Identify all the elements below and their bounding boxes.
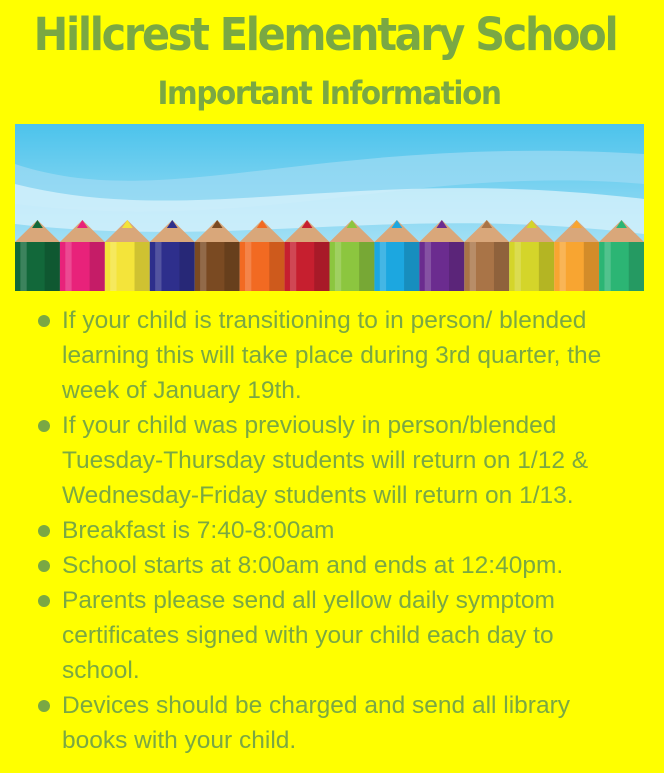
list-item-text: School starts at 8:00am and ends at 12:40pm.	[62, 552, 564, 579]
page-title: Hillcrest Elementary School	[33, 8, 617, 61]
bullet-icon	[38, 560, 50, 572]
bullet-icon	[38, 525, 50, 537]
list-item-text: Breakfast is 7:40-8:00am	[62, 517, 335, 544]
list-item-text: Devices should be charged and send all library books with your child.	[62, 692, 570, 754]
list-item-text: Parents please send all yellow daily symptom certificates signed with your child each day to school.	[62, 587, 555, 684]
bullet-icon	[38, 420, 50, 432]
list-item-text: If your child is transitioning to in person/ blended learning this will take place during 3rd quarter, the week of January 19th.	[62, 307, 602, 404]
colored-pencils-banner	[15, 124, 644, 291]
page-subtitle: Important Information	[157, 74, 501, 112]
bullet-icon	[38, 700, 50, 712]
list-item	[36, 583, 636, 688]
bullet-icon	[38, 595, 50, 607]
list-item	[36, 408, 636, 513]
list-item	[36, 688, 636, 758]
list-item	[36, 303, 636, 408]
list-item	[36, 513, 636, 548]
info-list	[36, 303, 636, 758]
bullet-icon	[38, 315, 50, 327]
list-item	[36, 548, 636, 583]
list-item-text: If your child was previously in person/blended Tuesday-Thursday students will return on 1/12 & Wednesday-Friday students will return on 1/13.	[62, 412, 589, 509]
